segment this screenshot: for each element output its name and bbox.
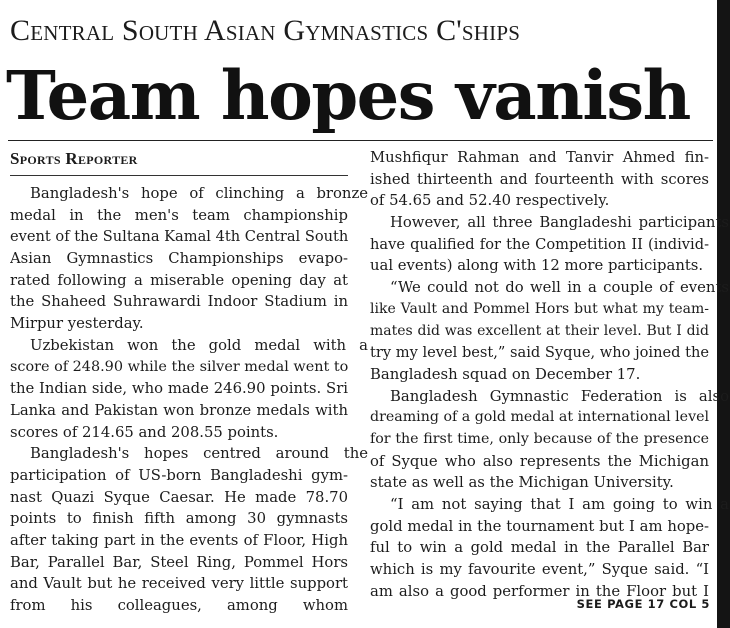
text-line: mates did was excellent at their level. But I did xyxy=(370,322,709,339)
text-line: event of the Sultana Kamal 4th Central South xyxy=(10,228,348,246)
text-line: ual events) along with 12 more participants. xyxy=(370,257,704,275)
text-line: points to finish fifth among 30 gymnasts xyxy=(10,510,348,528)
page-edge-bar xyxy=(717,0,730,628)
text-line: Asian Gymnastics Championships evapo- xyxy=(10,250,348,268)
article-column-1 xyxy=(10,183,368,617)
text-line: “I am not saying that I am going to win a xyxy=(390,496,729,513)
text-line: ful to win a gold medal in the Parallel Bar xyxy=(370,539,709,557)
text-line: rated following a miserable opening day at xyxy=(10,271,348,289)
text-line: Uzbekistan won the gold medal with a xyxy=(30,336,368,354)
text-line: ished thirteenth and fourteenth with scores xyxy=(370,170,709,188)
text-line: Bangladesh Gymnastic Federation is also xyxy=(390,387,729,405)
continuation-note: SEE PAGE 17 COL 5 xyxy=(576,597,710,611)
text-line: “We could not do well in a couple of events xyxy=(390,279,729,297)
text-line: Lanka and Pakistan won bronze medals with xyxy=(10,401,348,419)
text-line: dreaming of a gold medal at international level xyxy=(370,409,709,426)
text-line: Bar, Parallel Bar, Steel Ring, Pommel Hors xyxy=(10,553,348,571)
text-line: for the first time, only because of the presence xyxy=(370,430,709,447)
text-line: am also a good performer in the Floor but I xyxy=(370,582,709,600)
text-line: score of 248.90 while the silver medal went to xyxy=(10,358,348,375)
text-line: Bangladesh's hopes centred around the xyxy=(30,445,368,463)
text-line: Mushfiqur Rahman and Tanvir Ahmed fin- xyxy=(370,149,709,166)
text-line: Mirpur yesterday. xyxy=(10,315,144,333)
text-line: the Shaheed Suhrawardi Indoor Stadium in xyxy=(10,293,348,311)
text-line: nast Quazi Syque Caesar. He made 78.70 xyxy=(10,488,348,506)
kicker-headline: Central South Asian Gymnastics C'ships xyxy=(10,14,521,47)
text-line: Bangladesh squad on December 17. xyxy=(370,365,641,383)
text-line: and Vault but he received very little support xyxy=(10,575,348,593)
text-line: gold medal in the tournament but I am hope- xyxy=(370,517,709,535)
text-line: medal in the men's team championship xyxy=(10,206,348,224)
text-line: participation of US-born Bangladeshi gym- xyxy=(10,466,348,484)
text-line: have qualified for the Competition II (individ- xyxy=(370,235,709,253)
headline-rule xyxy=(8,140,713,141)
text-line: state as well as the Michigan University. xyxy=(370,474,674,492)
byline: Sports Reporter xyxy=(10,149,348,176)
text-line: scores of 214.65 and 208.55 points. xyxy=(10,423,279,441)
main-headline: Team hopes vanish xyxy=(6,56,690,135)
text-line: the Indian side, who made 246.90 points. Sri xyxy=(10,380,348,398)
text-line: try my level best,” said Syque, who joined the xyxy=(370,344,709,362)
text-line: of Syque who also represents the Michigan xyxy=(370,452,709,470)
text-line: of 54.65 and 52.40 respectively. xyxy=(370,192,610,210)
text-line: Bangladesh's hope of clinching a bronze xyxy=(30,185,368,202)
text-line: from his colleagues, among whom xyxy=(10,597,348,615)
text-line: which is my favourite event,” Syque said. “I xyxy=(370,561,709,579)
article-column-2 xyxy=(370,147,729,602)
text-line: However, all three Bangladeshi participants xyxy=(390,214,729,232)
text-line: like Vault and Pommel Hors but what my team- xyxy=(370,300,709,317)
text-line: after taking part in the events of Floor, High xyxy=(10,532,348,549)
